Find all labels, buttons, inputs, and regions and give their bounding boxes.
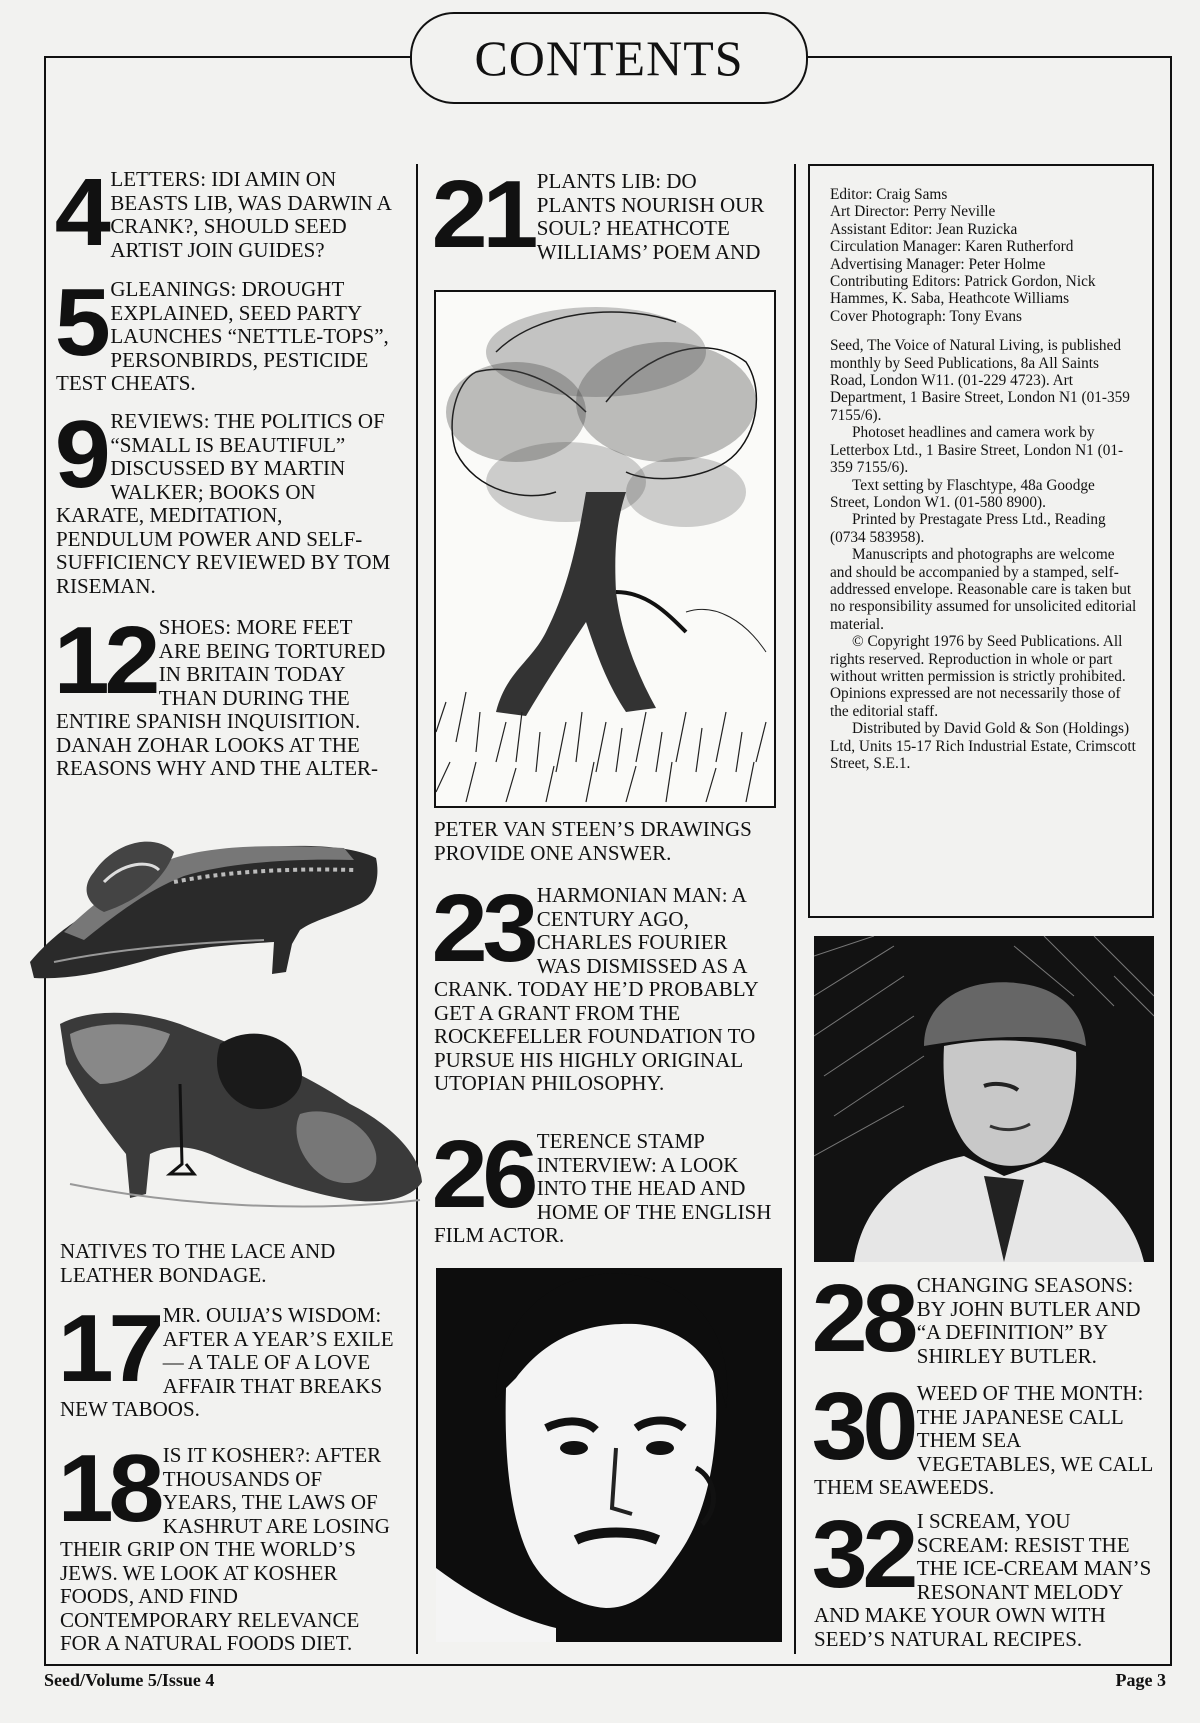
page-number: 18 — [57, 1435, 160, 1542]
contents-entry-18[interactable] — [57, 1435, 400, 1656]
entry-description: MR. OUIJA’S WISDOM: AFTER A YEAR’S EXILE — A TALE OF A LOVE AFFAIR THAT BREAKS NEW TABOOS. — [60, 1303, 394, 1421]
page-number: 5 — [54, 269, 106, 376]
credit-contributing: Contributing Editors: Patrick Gordon, Nick Hammes, K. Saba, Heathcote Williams — [830, 273, 1096, 308]
lace-shoe-illustration — [24, 812, 384, 988]
entry-description: GLEANINGS: DROUGHT EXPLAINED, SEED PARTY LAUNCHES “NETTLE-TOPS”, PERSONBIRDS, PESTICIDE TEST CHEATS. — [56, 277, 389, 395]
textset-info: Text setting by Flaschtype, 48a Goodge Street, London W1. (01-580 8900). — [830, 476, 1095, 511]
masthead-credits — [808, 164, 1154, 918]
credit-cover: Cover Photograph: Tony Evans — [830, 307, 1022, 325]
entry-description: PLANTS LIB: DO PLANTS NOURISH OUR SOUL? HEATHCOTE WILLIAMS’ POEM AND — [536, 169, 765, 264]
contents-entry-32[interactable] — [811, 1501, 1160, 1651]
tree-figure-drawing — [434, 290, 776, 808]
page-number: 28 — [811, 1265, 914, 1372]
photoset-info: Photoset headlines and camera work by Letterbox Ltd., 1 Basire Street, London N1 (01-359 7155/6). — [830, 424, 1124, 477]
entry-description: LETTERS: IDI AMIN ON BEASTS LIB, WAS DARWIN A CRANK?, SHOULD SEED ARTIST JOIN GUIDES? — [110, 167, 391, 262]
entry-description: I SCREAM, YOU SCREAM: RESIST THE THE ICE-CREAM MAN’S RESONANT MELODY AND MAKE YOUR OWN WITH SEED’S NATURAL RECIPES. — [814, 1509, 1152, 1651]
page-number: 9 — [54, 401, 106, 508]
contents-entry-9[interactable] — [54, 401, 396, 598]
satin-shoe-illustration — [50, 1004, 430, 1216]
contents-entry-5[interactable] — [54, 269, 396, 396]
page-number: 21 — [431, 161, 534, 268]
distributor-info: Distributed by David Gold & Son (Holdings) Ltd, Units 15-17 Rich Industrial Estate, Crimscott Street, S.E.1. — [830, 720, 1136, 772]
contents-title-box — [410, 12, 808, 104]
contents-entry-4[interactable] — [54, 159, 396, 266]
page-number: 26 — [431, 1121, 534, 1228]
entry-description: WEED OF THE MONTH: THE JAPANESE CALL THEM SEA VEGETABLES, WE CALL THEM SEAWEEDS. — [814, 1381, 1153, 1499]
contents-entry-21[interactable] — [431, 161, 774, 268]
entry-continuation: NATIVES TO THE LACE AND LEATHER BONDAGE. — [60, 1239, 336, 1287]
credit-art-director: Art Director: Perry Neville — [830, 203, 996, 221]
credit-advertising: Advertising Manager: Peter Holme — [830, 255, 1046, 273]
column-divider — [416, 164, 418, 1654]
printer-info: Printed by Prestagate Press Ltd., Reading (0734 583958). — [830, 511, 1106, 546]
contents-entry-30[interactable] — [811, 1373, 1160, 1500]
contents-entry-12[interactable] — [53, 607, 396, 781]
entry-description: SHOES: MORE FEET ARE BEING TORTURED IN BRITAIN TODAY THAN DURING THE ENTIRE SPANISH INQUISITION. DANAH ZOHAR LOOKS AT THE REASONS WHY AND THE ALTER- — [56, 615, 386, 780]
cover-photo-man-in-cap — [814, 936, 1154, 1262]
publisher-info: Seed, The Voice of Natural Living, is published monthly by Seed Publications, 8a All Saints Road, London W11. (01-229 4723). Art Department, 1 Basire Street, London N1 (01-359 7155/6). — [830, 337, 1130, 424]
contents-entry-28[interactable] — [811, 1265, 1160, 1372]
contents-entry-12-continued — [60, 1240, 400, 1287]
copyright-info: © Copyright 1976 by Seed Publications. All rights reserved. Reproduction in whole or part without written permission is strictly prohibited. Opinions expressed are not necessarily those of the editorial staff. — [830, 633, 1126, 720]
terence-stamp-portrait — [436, 1268, 782, 1642]
page-number: 4 — [54, 159, 106, 266]
credit-circulation: Circulation Manager: Karen Rutherford — [830, 238, 1074, 256]
entry-continuation: PETER VAN STEEN’S DRAWINGS PROVIDE ONE ANSWER. — [434, 817, 752, 865]
entry-description: HARMONIAN MAN: A CENTURY AGO, CHARLES FOURIER WAS DISMISSED AS A CRANK. TODAY HE’D PROBABLY GET A GRANT FROM THE ROCKEFELLER FOUNDATION TO PURSUE HIS HIGHLY ORIGINAL UTOPIAN PHILOSOPHY. — [434, 883, 758, 1095]
page-title: CONTENTS — [474, 30, 744, 86]
page-number: 12 — [53, 607, 156, 714]
contents-entry-21-continued — [434, 818, 774, 865]
page-number: 23 — [431, 875, 534, 982]
column-divider — [794, 164, 796, 1654]
entry-description: TERENCE STAMP INTERVIEW: A LOOK INTO THE HEAD AND HOME OF THE ENGLISH FILM ACTOR. — [434, 1129, 772, 1247]
contents-entry-17[interactable] — [57, 1295, 400, 1422]
page-number: 17 — [57, 1295, 160, 1402]
issue-label: Seed/Volume 5/Issue 4 — [44, 1670, 215, 1690]
credit-assistant-editor: Assistant Editor: Jean Ruzicka — [830, 220, 1018, 238]
entry-description: IS IT KOSHER?: AFTER THOUSANDS OF YEARS, THE LAWS OF KASHRUT ARE LOSING THEIR GRIP ON THE WORLD’S JEWS. WE LOOK AT KOSHER FOODS, AND FIND CONTEMPORARY RELEVANCE FOR A NATURAL FOODS DIET. — [60, 1443, 390, 1655]
contents-entry-23[interactable] — [431, 875, 774, 1096]
entry-description: REVIEWS: THE POLITICS OF “SMALL IS BEAUTIFUL” DISCUSSED BY MARTIN WALKER; BOOKS ON KARATE, MEDITATION, PENDULUM POWER AND SELF-SUFFICIENCY REVIEWED BY TOM RISEMAN. — [56, 409, 391, 598]
page-number: 32 — [811, 1501, 914, 1608]
entry-description: CHANGING SEASONS: BY JOHN BUTLER AND “A DEFINITION” BY SHIRLEY BUTLER. — [916, 1273, 1141, 1368]
manuscripts-info: Manuscripts and photographs are welcome and should be accompanied by a stamped, self-addressed envelope. Reasonable care is taken but no responsibility assumed for unsolicited editorial material. — [830, 546, 1137, 633]
contents-entry-26[interactable] — [431, 1121, 774, 1248]
page-number: 30 — [811, 1373, 914, 1480]
page-number-label: Page 3 — [1115, 1670, 1166, 1690]
credit-editor: Editor: Craig Sams — [830, 186, 948, 203]
